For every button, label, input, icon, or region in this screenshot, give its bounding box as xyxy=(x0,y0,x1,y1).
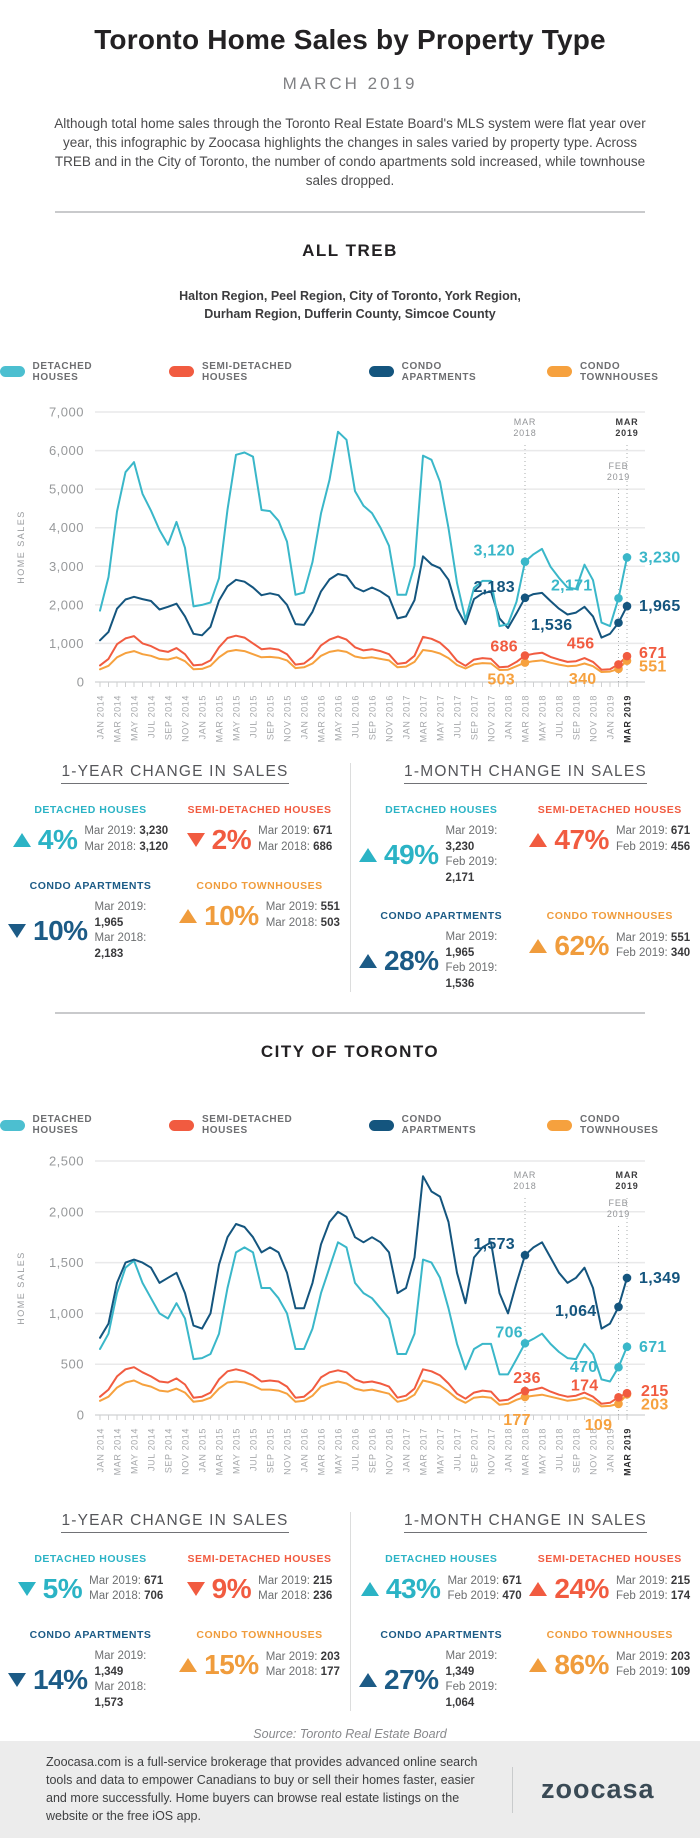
svg-text:236: 236 xyxy=(513,1370,541,1388)
one-month-heading: 1-MONTH CHANGE IN SALES xyxy=(351,1512,700,1533)
svg-text:HOME SALES: HOME SALES xyxy=(16,1251,26,1325)
legend-swatch-icon xyxy=(369,366,394,377)
svg-text:MAR 2014: MAR 2014 xyxy=(112,694,123,743)
stat-values xyxy=(447,1574,521,1605)
svg-text:456: 456 xyxy=(566,635,595,653)
stat-values xyxy=(616,1574,690,1605)
svg-text:MAR 2016: MAR 2016 xyxy=(316,694,327,743)
stat-value-line: Mar 2019: 1,349 xyxy=(445,1650,498,1678)
stat-value-line: Feb 2019: 2,171 xyxy=(445,856,498,884)
svg-text:JAN 2019: JAN 2019 xyxy=(605,1428,616,1473)
svg-text:MAR2018: MAR 2018 xyxy=(513,1170,537,1192)
svg-text:MAY 2017: MAY 2017 xyxy=(435,694,446,741)
legend-label: CONDO APARTMENTS xyxy=(401,1114,477,1137)
svg-text:SEP 2018: SEP 2018 xyxy=(571,1428,582,1474)
divider xyxy=(55,1012,645,1014)
svg-text:MAR 2014: MAR 2014 xyxy=(112,1428,123,1476)
legend-label: DETACHED HOUSES xyxy=(32,1114,93,1137)
stat-values xyxy=(84,824,168,855)
legend-swatch-icon xyxy=(369,1120,394,1131)
svg-text:MAY 2015: MAY 2015 xyxy=(231,1428,242,1475)
svg-text:HOME SALES: HOME SALES xyxy=(16,510,26,584)
svg-text:1,573: 1,573 xyxy=(473,1236,515,1254)
stat-item xyxy=(359,1553,524,1605)
legend-item xyxy=(0,1114,139,1136)
svg-text:671: 671 xyxy=(639,1339,667,1357)
svg-text:4,000: 4,000 xyxy=(48,520,84,536)
intro-paragraph: Although total home sales through the Toronto Real Estate Board's MLS system were flat year over year, this infographic by Zoocasa highlights the changes in sales varied by property type. Across TREB and in the City of Toronto, the number of condo apartments sold increased, while townhouse sales dropped. xyxy=(54,116,646,189)
treb-one-month-grid xyxy=(351,804,700,992)
stat-percent: 43% xyxy=(385,1573,441,1605)
svg-text:JAN 2015: JAN 2015 xyxy=(197,694,208,740)
stat-percent: 10% xyxy=(204,899,259,931)
legend-swatch-icon xyxy=(169,366,194,377)
svg-text:0: 0 xyxy=(76,1407,84,1423)
stat-value-line: Feb 2019: 1,536 xyxy=(445,962,498,990)
stat-value-line: Mar 2018: 177 xyxy=(265,1666,340,1679)
treb-one-year-grid xyxy=(0,804,350,962)
svg-text:340: 340 xyxy=(568,670,597,688)
legend-swatch-icon xyxy=(0,1120,25,1131)
stat-value-line: Mar 2019: 3,230 xyxy=(445,824,498,853)
svg-text:MAR 2016: MAR 2016 xyxy=(316,1428,327,1476)
svg-text:MAY 2018: MAY 2018 xyxy=(537,1428,548,1475)
svg-text:MAR 2015: MAR 2015 xyxy=(214,1428,225,1476)
section-subtitle-treb xyxy=(120,287,580,323)
svg-text:JUL 2014: JUL 2014 xyxy=(146,1428,157,1472)
svg-text:JUL 2017: JUL 2017 xyxy=(452,694,463,738)
svg-text:SEP 2017: SEP 2017 xyxy=(469,694,480,741)
toronto-sales-line-chart xyxy=(0,1148,700,1488)
stat-percent: 5% xyxy=(42,1573,83,1605)
svg-text:MAR 2017: MAR 2017 xyxy=(418,1428,429,1476)
stat-category-label: DETACHED HOUSES xyxy=(34,1553,147,1566)
svg-text:2,183: 2,183 xyxy=(473,578,515,596)
svg-text:7,000: 7,000 xyxy=(48,404,84,420)
svg-text:3,120: 3,120 xyxy=(473,542,515,560)
stat-category-label: DETACHED HOUSES xyxy=(385,1553,498,1566)
stat-value-line: Mar 2019: 671 xyxy=(447,1574,522,1587)
stat-percent: 14% xyxy=(33,1664,88,1696)
svg-text:JUL 2017: JUL 2017 xyxy=(452,1428,463,1472)
stat-percent: 2% xyxy=(211,823,252,855)
svg-text:MAY 2014: MAY 2014 xyxy=(129,1428,140,1475)
stat-percent: 62% xyxy=(554,930,609,962)
svg-text:NOV 2016: NOV 2016 xyxy=(384,694,395,742)
svg-text:5,000: 5,000 xyxy=(48,481,84,497)
svg-text:NOV 2014: NOV 2014 xyxy=(180,1428,191,1476)
stat-value-line: Mar 2019: 1,349 xyxy=(94,1650,147,1678)
svg-text:1,000: 1,000 xyxy=(48,635,84,651)
stat-value-line: Mar 2019: 671 xyxy=(258,825,333,838)
svg-text:JAN 2017: JAN 2017 xyxy=(401,694,412,740)
footer-text: Zoocasa.com is a full-service brokerage that provides advanced online search tools and data to empower Canadians to buy or sell their homes faster, easier and more successfully. Home buyers can browse real estate listings on the website or the free iOS app. xyxy=(46,1755,478,1823)
stat-values xyxy=(266,1650,340,1681)
stat-category-label: CONDO APARTMENTS xyxy=(29,1629,152,1642)
stat-item xyxy=(8,880,173,962)
svg-text:MAY 2017: MAY 2017 xyxy=(435,1428,446,1475)
stat-category-label: CONDO TOWNHOUSES xyxy=(196,1629,323,1642)
stat-item xyxy=(528,1553,693,1605)
stat-values xyxy=(616,1650,690,1681)
arrow-up-icon xyxy=(529,1658,547,1672)
region-list-line1: Halton Region, Peel Region, City of Toronto, York Region, xyxy=(179,288,521,303)
svg-text:MAY 2016: MAY 2016 xyxy=(333,694,344,741)
svg-text:215: 215 xyxy=(641,1383,669,1401)
stat-values xyxy=(446,930,524,992)
svg-text:NOV 2018: NOV 2018 xyxy=(588,1428,599,1476)
legend-label: SEMI-DETACHED HOUSES xyxy=(201,1114,293,1137)
svg-text:JAN 2018: JAN 2018 xyxy=(503,1428,514,1473)
svg-text:2,171: 2,171 xyxy=(550,577,593,595)
legend-item xyxy=(0,361,139,383)
svg-text:671: 671 xyxy=(639,645,667,663)
stat-percent: 24% xyxy=(554,1573,609,1605)
svg-text:MAR2019: MAR 2019 xyxy=(615,416,639,438)
treb-stats xyxy=(0,763,700,992)
one-year-heading: 1-YEAR CHANGE IN SALES xyxy=(0,1512,350,1533)
stat-values xyxy=(89,1574,163,1605)
svg-text:MAY 2015: MAY 2015 xyxy=(231,694,242,741)
stat-value-line: Mar 2019: 551 xyxy=(615,931,691,944)
stat-category-label: DETACHED HOUSES xyxy=(385,803,498,816)
svg-text:6,000: 6,000 xyxy=(48,443,84,459)
stat-value-line: Mar 2018: 686 xyxy=(258,840,333,853)
stat-value-line: Mar 2019: 203 xyxy=(265,1650,340,1663)
stat-value-line: Mar 2019: 1,965 xyxy=(445,931,498,959)
one-year-heading: 1-YEAR CHANGE IN SALES xyxy=(0,763,350,784)
stat-value-line: Feb 2019: 470 xyxy=(447,1590,522,1603)
stat-value-line: Mar 2018: 236 xyxy=(258,1590,333,1603)
stat-category-label: CONDO TOWNHOUSES xyxy=(196,879,323,892)
svg-text:MAY 2014: MAY 2014 xyxy=(129,694,140,741)
stat-category-label: SEMI-DETACHED HOUSES xyxy=(187,1553,332,1566)
stat-value-line: Mar 2019: 3,230 xyxy=(84,825,169,838)
toronto-stats xyxy=(0,1512,700,1711)
page-title: Toronto Home Sales by Property Type xyxy=(94,24,606,55)
svg-text:3,000: 3,000 xyxy=(48,558,84,574)
toronto-one-year-column xyxy=(0,1512,350,1711)
svg-text:NOV 2015: NOV 2015 xyxy=(282,694,293,742)
arrow-down-icon xyxy=(187,833,205,847)
arrow-up-icon xyxy=(179,909,197,923)
stat-values xyxy=(616,931,690,962)
svg-text:1,000: 1,000 xyxy=(48,1306,84,1322)
stat-values xyxy=(446,1649,524,1711)
svg-text:MAR2018: MAR 2018 xyxy=(513,416,537,438)
svg-text:SEP 2014: SEP 2014 xyxy=(163,1428,174,1474)
arrow-up-icon xyxy=(359,954,377,968)
stat-value-line: Mar 2019: 671 xyxy=(615,825,691,838)
stat-value-line: Mar 2018: 706 xyxy=(89,1590,164,1603)
legend-label: SEMI-DETACHED HOUSES xyxy=(201,360,293,383)
stat-category-label: CONDO TOWNHOUSES xyxy=(546,1629,673,1642)
svg-text:686: 686 xyxy=(490,638,518,656)
svg-text:MAR 2018: MAR 2018 xyxy=(520,694,531,743)
stat-category-label: SEMI-DETACHED HOUSES xyxy=(537,803,682,816)
svg-text:JAN 2014: JAN 2014 xyxy=(95,1428,106,1473)
stat-value-line: Feb 2019: 456 xyxy=(615,840,691,853)
legend-label: CONDO TOWNHOUSES xyxy=(579,360,659,383)
svg-text:706: 706 xyxy=(495,1324,523,1342)
stat-percent: 4% xyxy=(37,823,78,855)
stat-item xyxy=(177,1553,342,1605)
stat-item xyxy=(359,804,524,886)
stat-values xyxy=(266,900,340,931)
svg-text:NOV 2017: NOV 2017 xyxy=(486,1428,497,1476)
stat-value-line: Mar 2018: 2,183 xyxy=(94,932,147,960)
arrow-up-icon xyxy=(179,1658,197,1672)
stat-item xyxy=(359,1629,524,1711)
svg-text:JUL 2018: JUL 2018 xyxy=(554,1428,565,1472)
svg-text:JAN 2017: JAN 2017 xyxy=(401,1428,412,1473)
svg-text:MAR 2019: MAR 2019 xyxy=(622,1428,633,1477)
stat-value-line: Mar 2019: 671 xyxy=(89,1574,164,1587)
stat-category-label: CONDO APARTMENTS xyxy=(380,1629,503,1642)
svg-text:503: 503 xyxy=(487,671,515,689)
svg-text:JAN 2014: JAN 2014 xyxy=(95,694,106,740)
legend-label: CONDO TOWNHOUSES xyxy=(579,1114,659,1137)
arrow-up-icon xyxy=(529,833,547,847)
svg-text:NOV 2016: NOV 2016 xyxy=(384,1428,395,1476)
legend-item xyxy=(547,361,700,383)
stat-values xyxy=(95,900,173,962)
svg-text:JAN 2018: JAN 2018 xyxy=(503,694,514,740)
svg-text:2,000: 2,000 xyxy=(48,597,84,613)
page-subtitle: MARCH 2019 xyxy=(282,74,418,93)
svg-text:NOV 2014: NOV 2014 xyxy=(180,694,191,742)
svg-text:JAN 2015: JAN 2015 xyxy=(197,1428,208,1473)
legend-treb xyxy=(0,361,700,383)
svg-text:0: 0 xyxy=(76,674,84,690)
legend-swatch-icon xyxy=(547,1120,572,1131)
svg-text:500: 500 xyxy=(60,1356,84,1372)
svg-text:MAR 2015: MAR 2015 xyxy=(214,694,225,743)
stat-percent: 86% xyxy=(554,1649,609,1681)
toronto-one-year-grid xyxy=(0,1553,350,1711)
svg-text:1,349: 1,349 xyxy=(639,1270,681,1288)
stat-percent: 49% xyxy=(384,839,439,871)
svg-text:2,500: 2,500 xyxy=(48,1153,84,1169)
stat-item xyxy=(177,880,342,962)
svg-text:1,064: 1,064 xyxy=(554,1303,597,1321)
stat-percent: 10% xyxy=(33,915,88,947)
svg-text:JAN 2019: JAN 2019 xyxy=(605,694,616,740)
arrow-up-icon xyxy=(529,1582,547,1596)
stat-item xyxy=(528,910,693,992)
stat-value-line: Mar 2019: 203 xyxy=(615,1650,691,1663)
arrow-down-icon xyxy=(8,1673,26,1687)
section-title-treb: ALL TREB xyxy=(302,240,398,260)
section-title-toronto: CITY OF TORONTO xyxy=(260,1042,440,1062)
stat-value-line: Feb 2019: 174 xyxy=(615,1590,691,1603)
stat-category-label: CONDO APARTMENTS xyxy=(380,910,503,923)
stat-value-line: Feb 2019: 340 xyxy=(615,947,691,960)
stat-item xyxy=(359,910,524,992)
stat-value-line: Mar 2019: 1,965 xyxy=(94,900,147,929)
treb-sales-line-chart xyxy=(0,395,700,743)
svg-text:JUL 2016: JUL 2016 xyxy=(350,1428,361,1472)
svg-text:NOV 2018: NOV 2018 xyxy=(588,694,599,742)
stat-values xyxy=(616,824,690,855)
stat-item xyxy=(8,1629,173,1711)
svg-text:FEB2019: FEB 2019 xyxy=(606,460,631,482)
stat-value-line: Mar 2019: 551 xyxy=(265,901,340,914)
toronto-one-month-column xyxy=(350,1512,700,1711)
stat-percent: 47% xyxy=(554,823,609,855)
svg-text:177: 177 xyxy=(503,1412,531,1430)
svg-text:SEP 2018: SEP 2018 xyxy=(571,694,582,741)
svg-text:JAN 2016: JAN 2016 xyxy=(299,1428,310,1473)
svg-text:MAR2019: MAR 2019 xyxy=(615,1170,639,1192)
svg-text:JUL 2015: JUL 2015 xyxy=(248,694,259,738)
stat-value-line: Feb 2019: 1,064 xyxy=(445,1681,498,1709)
stat-percent: 28% xyxy=(384,945,439,977)
svg-text:SEP 2016: SEP 2016 xyxy=(367,694,378,741)
stat-value-line: Mar 2019: 215 xyxy=(615,1574,691,1587)
arrow-down-icon xyxy=(18,1582,36,1596)
stat-category-label: SEMI-DETACHED HOUSES xyxy=(187,803,332,816)
stat-values xyxy=(258,824,332,855)
arrow-up-icon xyxy=(361,1582,379,1596)
footer xyxy=(0,1741,700,1838)
svg-text:JUL 2015: JUL 2015 xyxy=(248,1428,259,1472)
zoocasa-logo: zoocasa xyxy=(541,1774,655,1805)
svg-text:MAY 2018: MAY 2018 xyxy=(537,694,548,741)
treb-one-month-column xyxy=(350,763,700,992)
legend-label: DETACHED HOUSES xyxy=(32,360,93,383)
stat-item xyxy=(528,1629,693,1711)
stat-category-label: CONDO APARTMENTS xyxy=(29,879,152,892)
stat-item xyxy=(528,804,693,886)
stat-item xyxy=(177,1629,342,1711)
region-list-line2: Durham Region, Dufferin County, Simcoe County xyxy=(204,306,496,321)
svg-text:174: 174 xyxy=(570,1377,599,1395)
svg-text:1,965: 1,965 xyxy=(639,598,681,616)
legend-swatch-icon xyxy=(547,366,572,377)
stat-values xyxy=(95,1649,173,1711)
footer-divider xyxy=(512,1767,513,1813)
svg-text:SEP 2015: SEP 2015 xyxy=(265,1428,276,1474)
svg-text:NOV 2015: NOV 2015 xyxy=(282,1428,293,1476)
legend-item xyxy=(169,1114,339,1136)
stat-item xyxy=(8,1553,173,1605)
svg-text:109: 109 xyxy=(584,1417,613,1435)
one-month-heading: 1-MONTH CHANGE IN SALES xyxy=(351,763,700,784)
arrow-down-icon xyxy=(187,1582,205,1596)
source-credit: Source: Toronto Real Estate Board xyxy=(253,1727,447,1742)
stat-item xyxy=(177,804,342,856)
arrow-down-icon xyxy=(8,924,26,938)
legend-swatch-icon xyxy=(169,1120,194,1131)
arrow-up-icon xyxy=(13,833,31,847)
arrow-up-icon xyxy=(529,939,547,953)
svg-text:2,000: 2,000 xyxy=(48,1204,84,1220)
treb-one-year-column xyxy=(0,763,350,992)
legend-item xyxy=(369,361,517,383)
stat-category-label: DETACHED HOUSES xyxy=(34,803,147,816)
divider xyxy=(55,211,645,213)
arrow-up-icon xyxy=(359,1673,377,1687)
svg-text:203: 203 xyxy=(641,1396,669,1414)
svg-text:JUL 2014: JUL 2014 xyxy=(146,694,157,738)
stat-values xyxy=(446,824,524,886)
stat-item xyxy=(8,804,173,856)
svg-text:1,500: 1,500 xyxy=(48,1255,84,1271)
svg-text:MAY 2016: MAY 2016 xyxy=(333,1428,344,1475)
stat-value-line: Mar 2018: 1,573 xyxy=(94,1681,147,1709)
toronto-one-month-grid xyxy=(351,1553,700,1711)
svg-text:551: 551 xyxy=(639,658,667,676)
svg-text:FEB2019: FEB 2019 xyxy=(606,1198,631,1220)
svg-text:3,230: 3,230 xyxy=(639,549,681,567)
stat-category-label: CONDO TOWNHOUSES xyxy=(546,910,673,923)
svg-text:SEP 2016: SEP 2016 xyxy=(367,1428,378,1474)
svg-text:MAR 2018: MAR 2018 xyxy=(520,1428,531,1476)
svg-text:SEP 2014: SEP 2014 xyxy=(163,694,174,741)
svg-text:JUL 2018: JUL 2018 xyxy=(554,694,565,738)
stat-value-line: Mar 2018: 3,120 xyxy=(84,840,169,853)
svg-text:MAR 2019: MAR 2019 xyxy=(622,694,633,743)
legend-item xyxy=(547,1114,700,1136)
svg-text:1,536: 1,536 xyxy=(530,616,573,634)
svg-text:470: 470 xyxy=(569,1359,598,1377)
legend-swatch-icon xyxy=(0,366,25,377)
stat-value-line: Mar 2018: 503 xyxy=(265,916,340,929)
svg-text:SEP 2017: SEP 2017 xyxy=(469,1428,480,1474)
svg-text:JUL 2016: JUL 2016 xyxy=(350,694,361,738)
legend-item xyxy=(169,361,339,383)
stat-percent: 9% xyxy=(211,1573,252,1605)
arrow-up-icon xyxy=(359,848,377,862)
stat-value-line: Mar 2019: 215 xyxy=(258,1574,333,1587)
stat-percent: 27% xyxy=(384,1664,439,1696)
svg-text:SEP 2015: SEP 2015 xyxy=(265,694,276,741)
stat-values xyxy=(258,1574,332,1605)
svg-text:JAN 2016: JAN 2016 xyxy=(299,694,310,740)
legend-item xyxy=(369,1114,517,1136)
svg-text:NOV 2017: NOV 2017 xyxy=(486,694,497,742)
legend-toronto xyxy=(0,1114,700,1136)
stat-category-label: SEMI-DETACHED HOUSES xyxy=(537,1553,682,1566)
stat-value-line: Feb 2019: 109 xyxy=(615,1666,691,1679)
stat-percent: 15% xyxy=(204,1649,259,1681)
legend-label: CONDO APARTMENTS xyxy=(401,360,477,383)
svg-text:MAR 2017: MAR 2017 xyxy=(418,694,429,743)
